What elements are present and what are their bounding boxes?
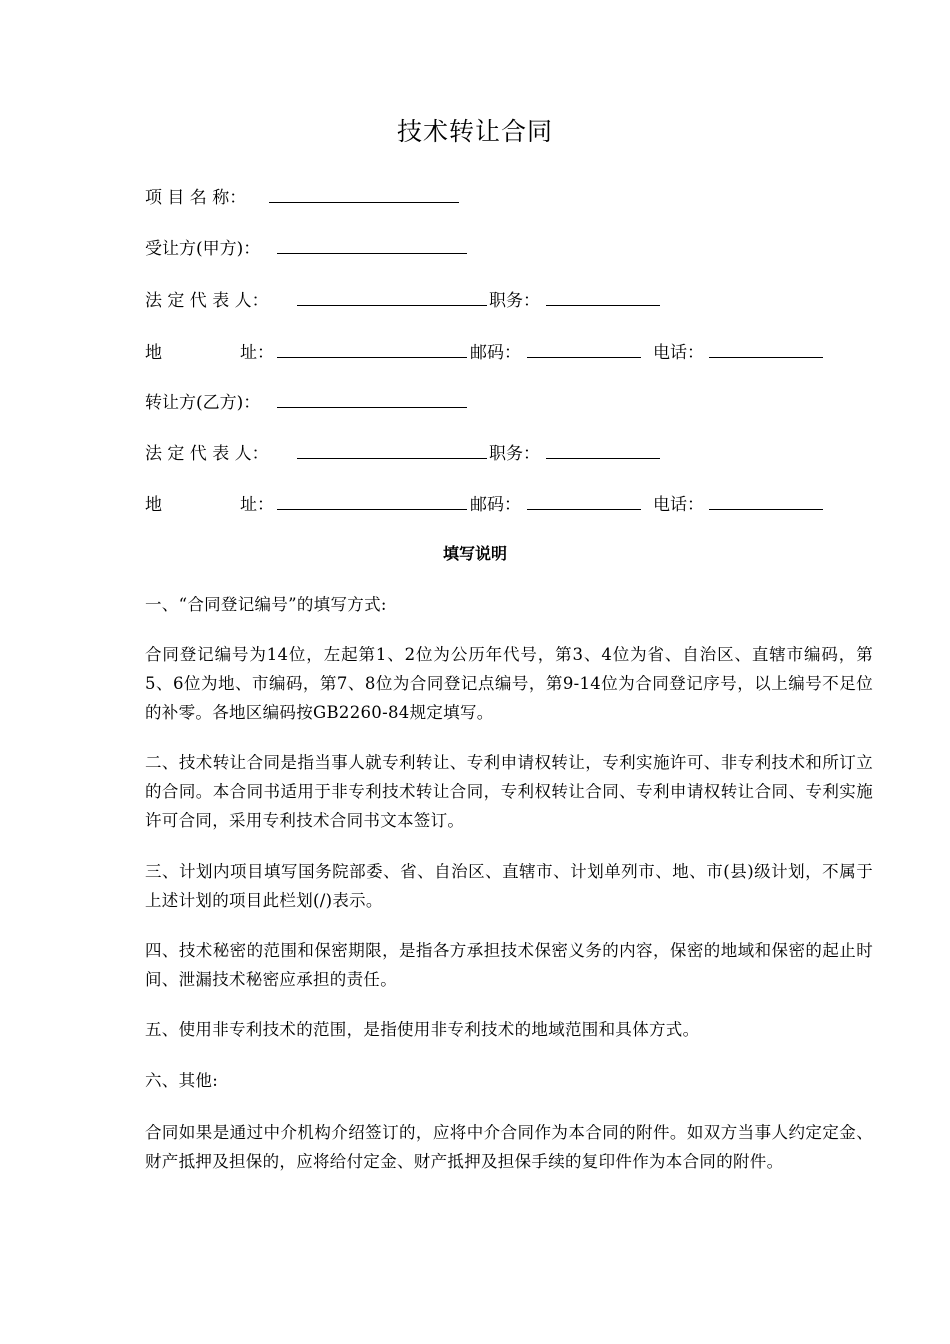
legal-rep-2-blank[interactable] (297, 458, 487, 459)
address-2-blank[interactable] (277, 509, 467, 510)
position-1-blank[interactable] (546, 305, 660, 306)
instruction-heading-1: 一、“合同登记编号”的填写方式: (145, 595, 387, 614)
legal-rep-1-blank[interactable] (297, 305, 487, 306)
instructions-title: 填写说明 (442, 544, 507, 563)
phone-2-label: 电话： (653, 495, 704, 515)
phone-1-blank[interactable] (709, 357, 823, 358)
address-1-label-a: 地 (145, 343, 162, 363)
phone-2-blank[interactable] (709, 509, 823, 510)
position-1-label: 职务： (489, 291, 540, 311)
transferor-label: 转让方(乙方)： (145, 393, 261, 413)
position-2-label: 职务： (489, 444, 540, 464)
instruction-paragraph-5: 五、使用非专利技术的范围，是指使用非专利技术的地域范围和具体方式。 (145, 1020, 700, 1039)
address-1-label-b: 址： (240, 343, 274, 363)
instruction-paragraph-6: 合同如果是通过中介机构介绍签订的，应将中介合同作为本合同的附件。如双方当事人约定定金、财产抵押及担保的，应将给付定金、财产抵押及担保手续的复印件作为本合同的附件。 (145, 1123, 873, 1171)
instruction-paragraph-1: 合同登记编号为14位，左起第1、2位为公历年代号，第3、4位为省、自治区、直辖市编码，第5、6位为地、市编码，第7、8位为合同登记点编号，第9-14位为合同登记序号，以上编号不足位的补零。各地区编码按GB2260-84规定填写。 (145, 645, 873, 722)
document-title: 技术转让合同 (396, 117, 553, 146)
transferee-blank[interactable] (277, 253, 467, 254)
address-1-blank[interactable] (277, 357, 467, 358)
project-name-label: 项 目 名 称： (145, 188, 247, 208)
postcode-2-label: 邮码： (470, 495, 521, 515)
project-name-blank[interactable] (269, 202, 459, 203)
instruction-paragraph-2: 二、技术转让合同是指当事人就专利转让、专利申请权转让，专利实施许可、非专利技术和所订立的合同。本合同书适用于非专利技术转让合同，专利权转让合同、专利申请权转让合同、专利实施许可合同，采用专利技术合同书文本签订。 (145, 753, 873, 830)
transferor-blank[interactable] (277, 407, 467, 408)
legal-rep-1-label: 法 定 代 表 人： (145, 291, 269, 311)
instruction-heading-6: 六、其他: (145, 1071, 219, 1090)
postcode-1-label: 邮码： (470, 343, 521, 363)
legal-rep-2-label: 法 定 代 表 人： (145, 444, 269, 464)
transferee-label: 受让方(甲方)： (145, 239, 261, 259)
instruction-paragraph-4: 四、技术秘密的范围和保密期限，是指各方承担技术保密义务的内容，保密的地域和保密的起止时间、泄漏技术秘密应承担的责任。 (145, 941, 873, 989)
position-2-blank[interactable] (546, 458, 660, 459)
phone-1-label: 电话： (653, 343, 704, 363)
address-2-label-a: 地 (145, 495, 162, 515)
address-2-label-b: 址： (240, 495, 274, 515)
instruction-paragraph-3: 三、计划内项目填写国务院部委、省、自治区、直辖市、计划单列市、地、市(县)级计划，不属于上述计划的项目此栏划(/)表示。 (145, 862, 873, 910)
postcode-2-blank[interactable] (527, 509, 641, 510)
postcode-1-blank[interactable] (527, 357, 641, 358)
